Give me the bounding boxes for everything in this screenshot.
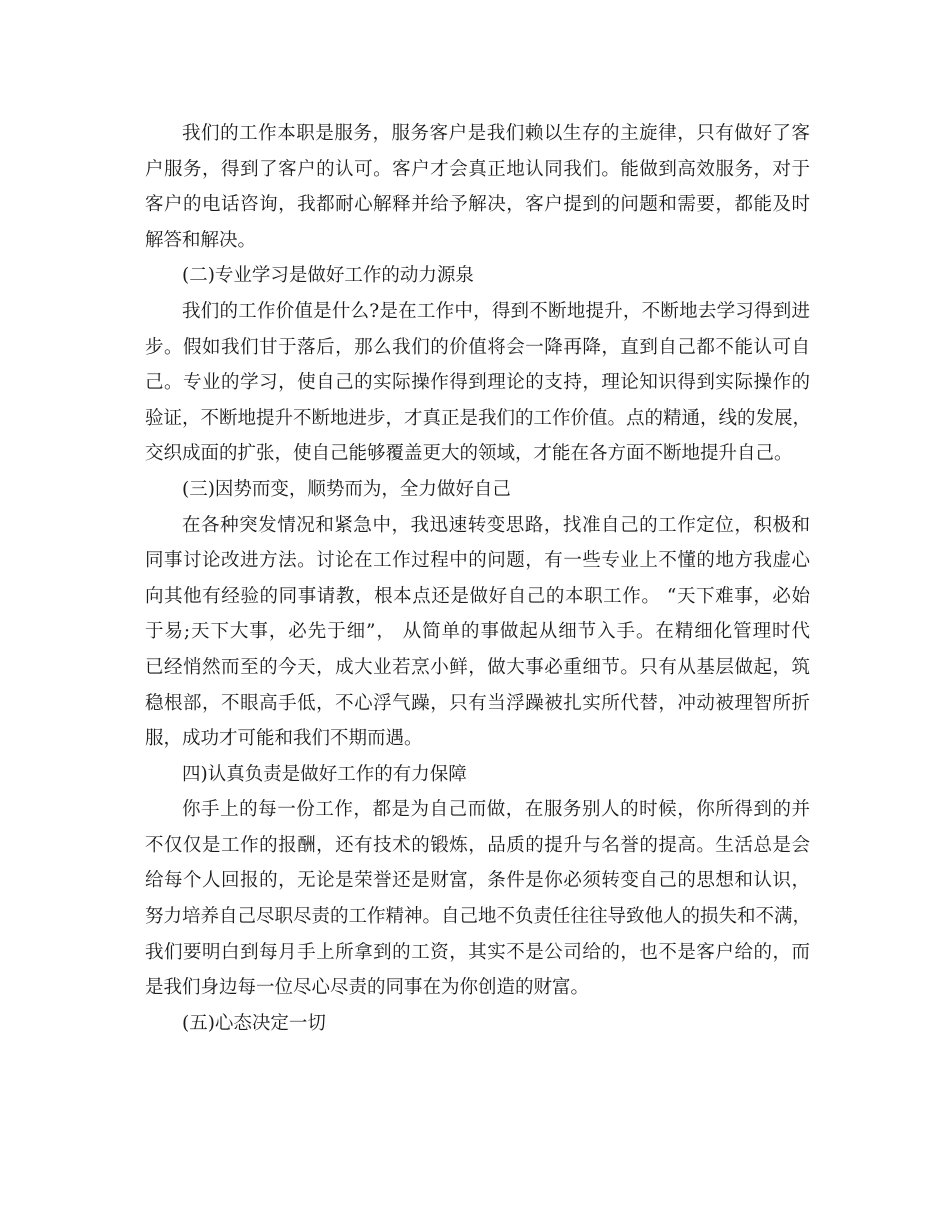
text-line: (二)专业学习是做好工作的动力源泉	[182, 265, 474, 287]
text-line: 你手上的每一份工作，都是为自己而做，在服务别人的时候，你所得到的并	[182, 799, 810, 821]
text-line: 同事讨论改进方法。讨论在工作过程中的问题，有一些专业上不懂的地方我虚心	[145, 550, 810, 572]
text-line: 验证，不断地提升不断地进步，才真正是我们的工作价值。点的精通，线的发展，	[145, 407, 812, 429]
text-line: 我们的工作价值是什么?是在工作中，得到不断地提升，不断地去学习得到进	[182, 300, 810, 322]
text-line: 不仅仅是工作的报酬，还有技术的锻炼，品质的提升与名誉的提高。生活总是会	[145, 834, 810, 856]
text-line: 是我们身边每一位尽心尽责的同事在为你创造的财富。	[145, 977, 590, 999]
text-line: 四)认真负责是做好工作的有力保障	[182, 763, 467, 785]
text-line: 交织成面的扩张，使自己能够覆盖更大的领域，才能在各方面不断地提升自己。	[145, 443, 793, 465]
text-line: (三)因势而变，顺势而为，全力做好自己	[182, 478, 511, 500]
text-line: 客户的电话咨询，我都耐心解释并给予解决，客户提到的问题和需要，都能及时	[145, 194, 810, 216]
text-line: 给每个人回报的，无论是荣誉还是财富，条件是你必须转变自己的思想和认识，	[145, 870, 810, 892]
text-line: 步。假如我们甘于落后，那么我们的价值将会一降再降，直到自己都不能认可自	[145, 336, 810, 358]
text-line: 向其他有经验的同事请教，根本点还是做好自己的本职工作。 “天下难事，必始	[145, 585, 810, 607]
text-line: (五)心态决定一切	[182, 1012, 326, 1034]
text-line: 我们要明白到每月手上所拿到的工资，其实不是公司给的，也不是客户给的，而	[145, 941, 810, 963]
text-line: 在各种突发情况和紧急中，我迅速转变思路，找准自己的工作定位，积极和	[182, 514, 810, 536]
text-line: 服，成功才可能和我们不期而遇。	[145, 728, 423, 750]
text-line: 已经悄然而至的今天，成大业若烹小鲜，做大事必重细节。只有从基层做起，筑	[145, 656, 810, 678]
document-body	[145, 116, 810, 1041]
text-line: 户服务，得到了客户的认可。客户才会真正地认同我们。能做到高效服务，对于	[145, 158, 810, 180]
text-line: 稳根部，不眼高手低，不心浮气躁，只有当浮躁被扎实所代替，冲动被理智所折	[145, 692, 810, 714]
text-line: 我们的工作本职是服务，服务客户是我们赖以生存的主旋律，只有做好了客	[182, 123, 810, 144]
text-line: 努力培养自己尽职尽责的工作精神。自己地不负责任往往导致他人的损失和不满，	[145, 906, 812, 928]
text-line: 己。专业的学习，使自己的实际操作得到理论的支持，理论知识得到实际操作的	[145, 372, 810, 394]
text-line: 于易;天下大事，必先于细”， 从简单的事做起从细节入手。在精细化管理时代	[145, 621, 810, 643]
text-line: 解答和解决。	[145, 229, 257, 251]
